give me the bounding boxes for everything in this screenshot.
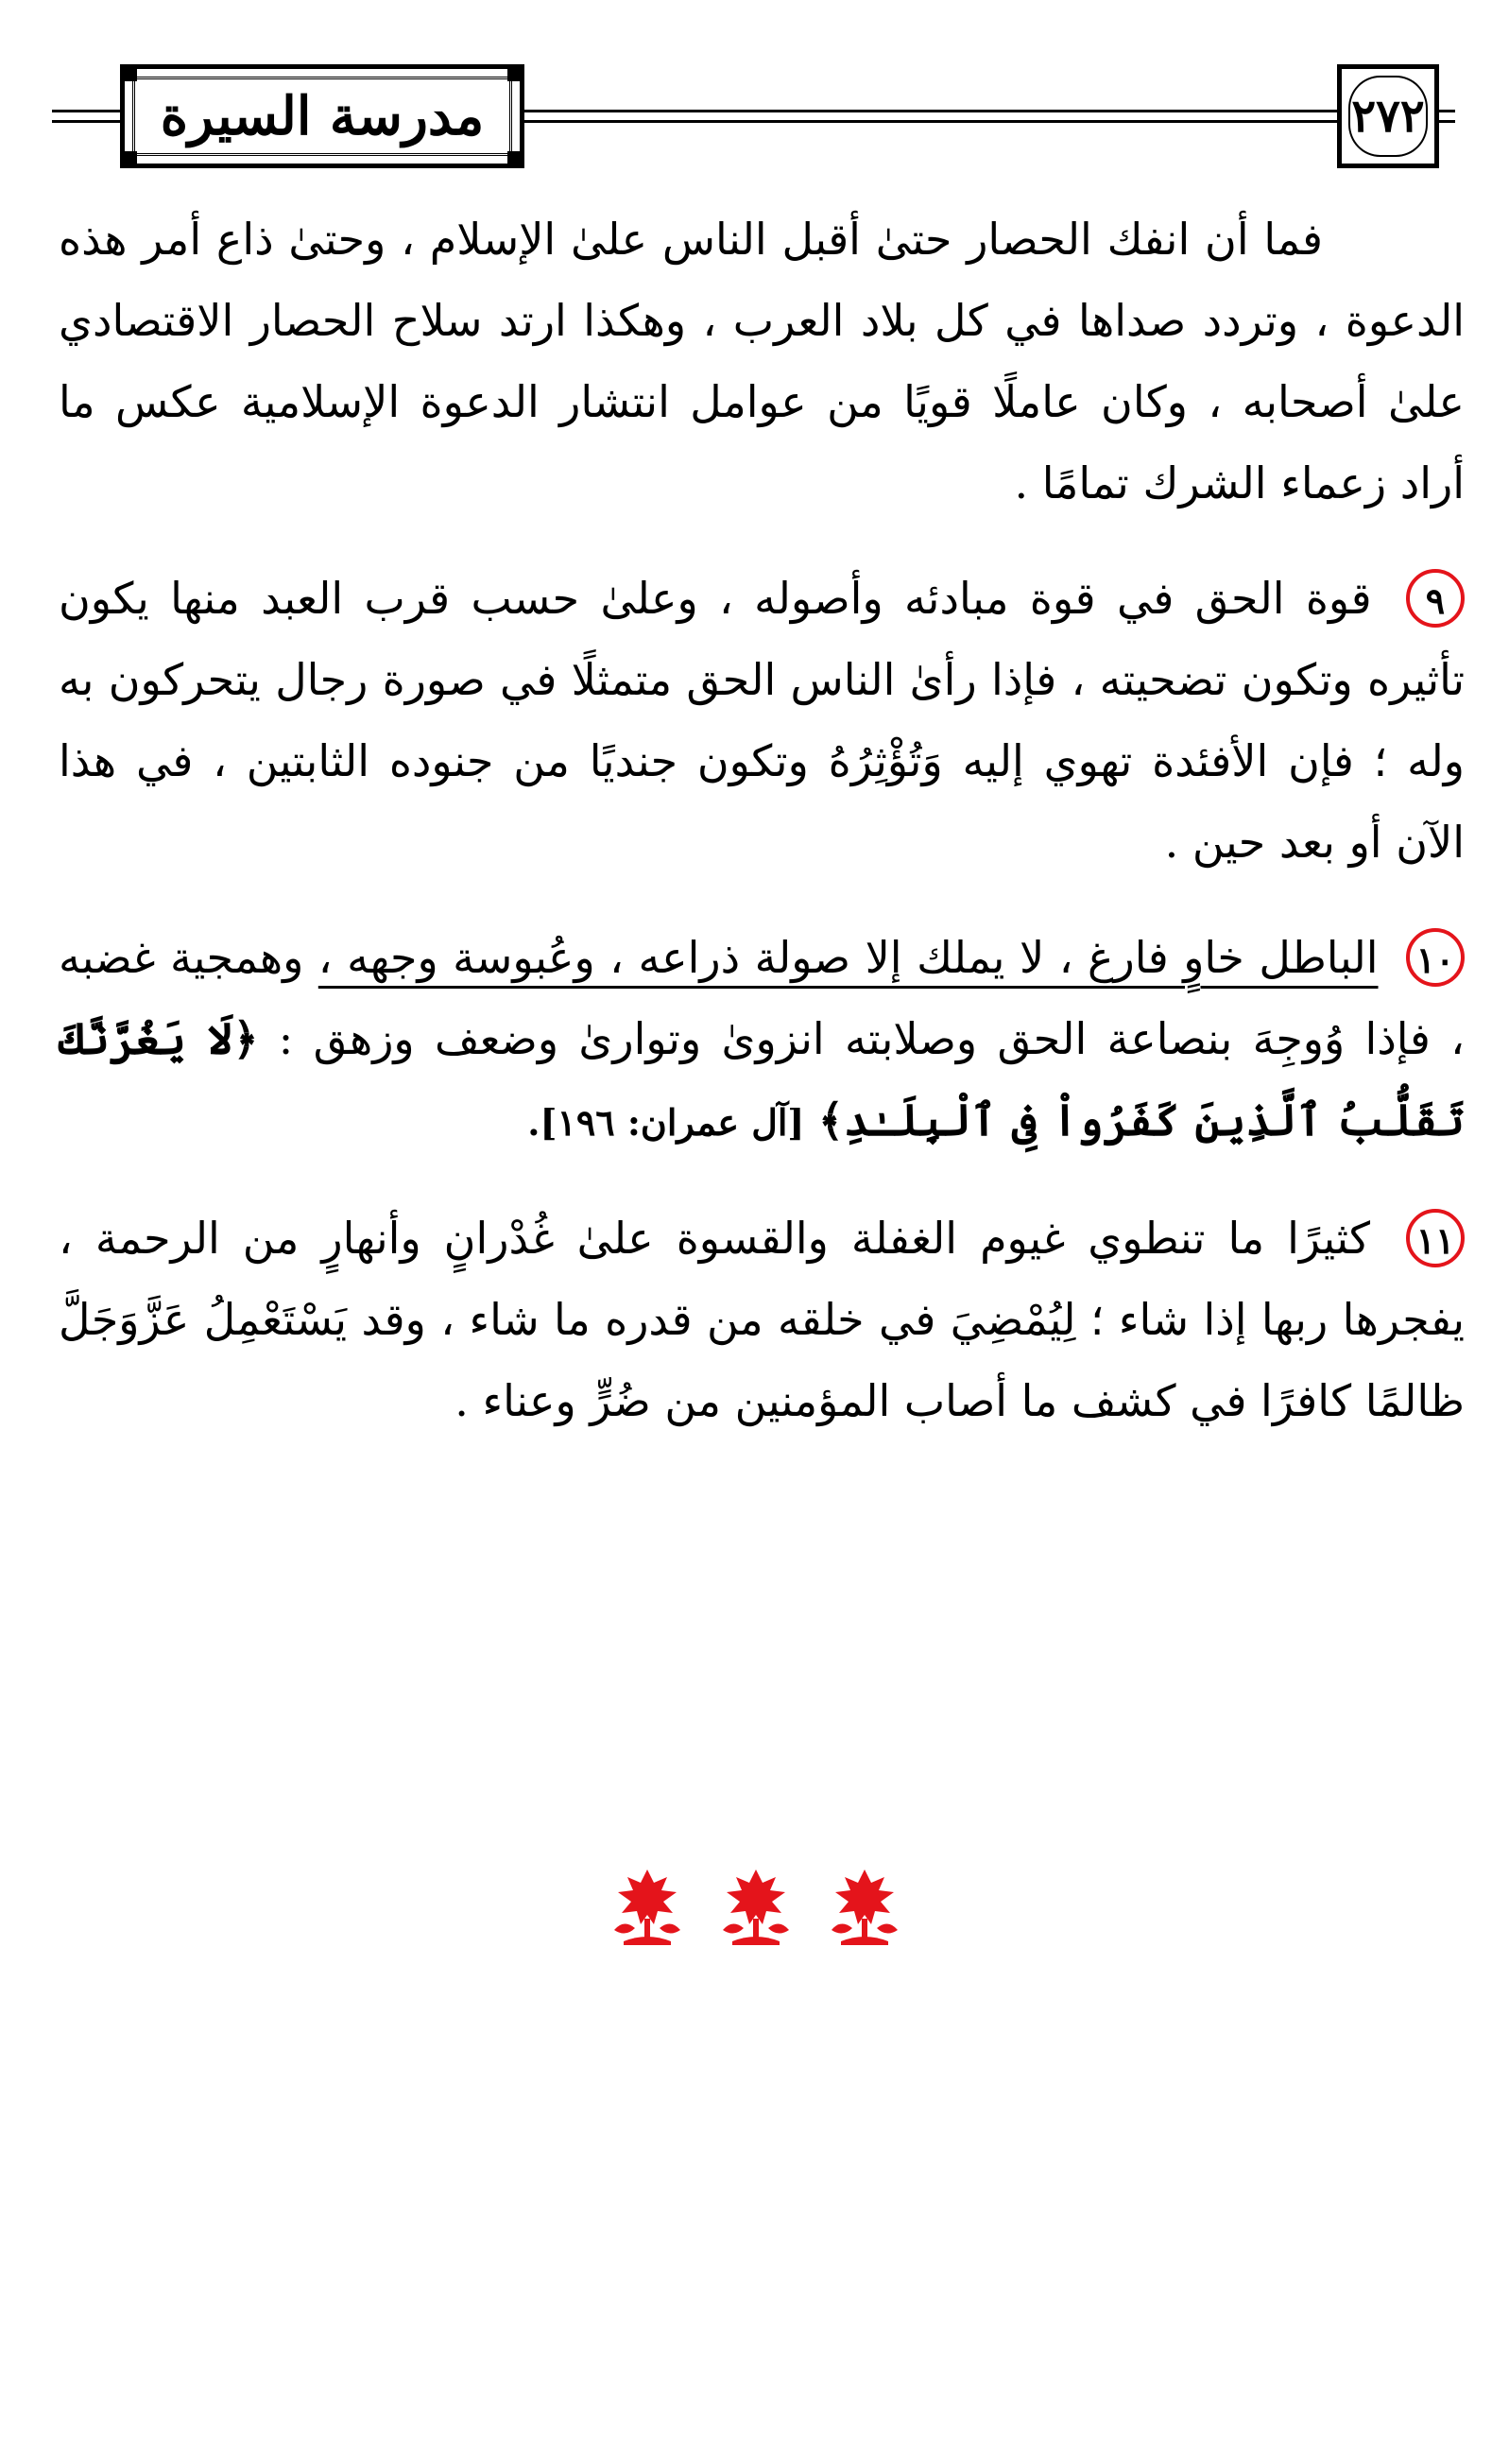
item-number-badge: ٩: [1406, 569, 1465, 628]
floral-ornament-icon: [713, 1862, 798, 1947]
section-end-ornament: [605, 1862, 907, 1947]
floral-ornament-icon: [822, 1862, 907, 1947]
page-body: [59, 198, 1465, 1475]
item-text: كثيرًا ما تنطوي غيوم الغفلة والقسوة علىٰ غُدْرانٍ وأنهارٍ من الرحمة ، يفجرها ربها إذا شاء ؛ لِيُمْضِيَ في خلقه من قدره ما شاء ، وقد يَسْتَعْمِلُ عَزَّوَجَلَّ ظالمًا كافرًا في كشف ما أصاب المؤمنين من ضُرٍّ وعناء .: [59, 1213, 1465, 1426]
title-frame: [120, 64, 524, 168]
header-rule: [1439, 110, 1455, 123]
page-number-frame: [1337, 64, 1439, 168]
quran-verse: ﴿لَا يَغُرَّنَّكَ تَقَلُّبُ ٱلَّذِينَ كَفَرُواْ فِى ٱلْبِلَـٰدِ﴾: [59, 1013, 1465, 1146]
page-number: ٢٧٢: [1351, 90, 1425, 143]
item-text: قوة الحق في قوة مبادئه وأصوله ، وعلىٰ حسب قرب العبد منها يكون تأثيره وتكون تضحيته ، فإذا رأىٰ الناس الحق متمثلًا في صورة رجال يتحركون به وله ؛ فإن الأفئدة تهوي إليه وَتُؤْثِرُهُ وتكون جنديًا من جنوده الثابتين ، في هذا الآن أو بعد حين .: [59, 573, 1465, 868]
header-rule: [524, 110, 1337, 123]
page-header: [52, 64, 1455, 168]
item-number-badge: ١٠: [1406, 928, 1465, 987]
underlined-text: الباطل خاوٍ فارغ ، لا يملك إلا صولة ذراعه ، وعُبوسة وجهه ،: [317, 932, 1379, 983]
paragraph: فما أن انفك الحصار حتىٰ أقبل الناس علىٰ الإسلام ، وحتىٰ ذاع أمر هذه الدعوة ، وتردد صداها في كل بلاد العرب ، وهكذا ارتد سلاح الحصار الاقتصادي علىٰ أصحابه ، وكان عاملًا قويًا من عوامل انتشار الدعوة الإسلامية عكس ما أراد زعماء الشرك تمامًا .: [59, 214, 1465, 508]
numbered-item-11: [59, 1198, 1465, 1441]
item-text: وهمجية غضبه ، فإذا وُوجِهَ بنصاعة الحق وصلابته انزوىٰ وتوارىٰ وضعف وزهق :: [59, 932, 1465, 1064]
floral-ornament-icon: [605, 1862, 690, 1947]
numbered-item-9: [59, 558, 1465, 883]
item-number-badge: ١١: [1406, 1209, 1465, 1267]
header-rule: [52, 110, 120, 123]
numbered-item-10: [59, 917, 1465, 1163]
verse-reference: [آل عمران: ١٩٦].: [527, 1101, 805, 1144]
book-title: مدرسة السيرة: [160, 85, 485, 147]
